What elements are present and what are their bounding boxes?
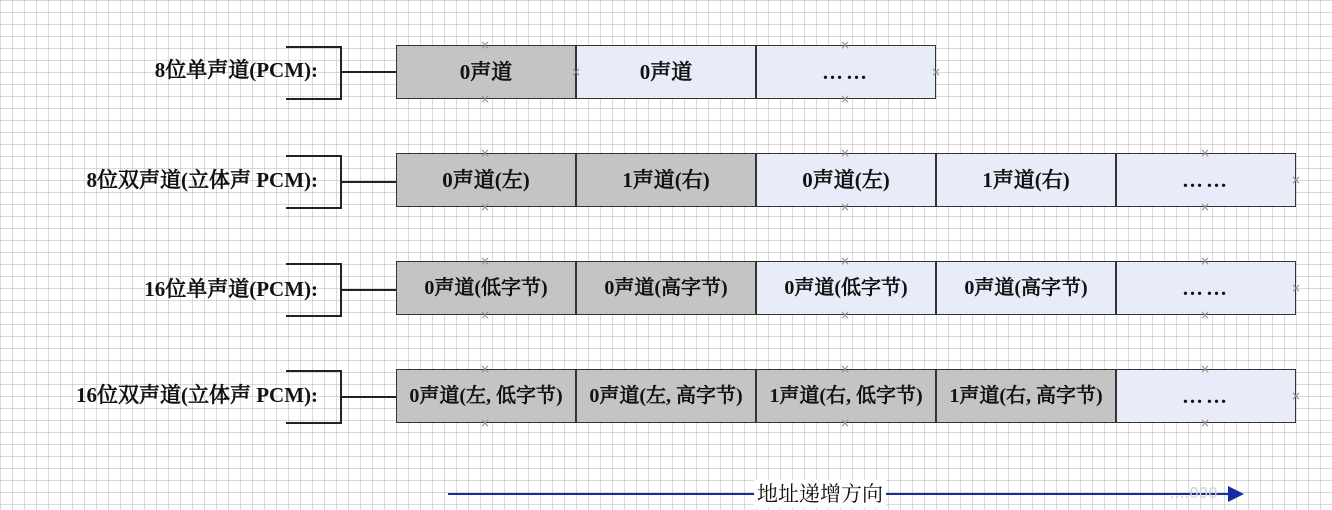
selection-handle: ×	[840, 146, 851, 160]
sample-cell: 0声道	[396, 45, 576, 99]
selection-handle: ×	[480, 308, 491, 322]
row-label-8bit-mono: 8位单声道(PCM):	[154, 58, 318, 82]
sample-cell: 0声道(高字节)	[936, 261, 1116, 315]
ellipsis-cell: ……	[1116, 261, 1296, 315]
selection-handle: ×	[1200, 254, 1211, 268]
sample-cell: 1声道(右)	[936, 153, 1116, 207]
selection-handle: ×	[840, 308, 851, 322]
selection-handle: ×	[480, 416, 491, 430]
sample-cell: 1声道(右, 低字节)	[756, 369, 936, 423]
sample-cell: 0声道(低字节)	[396, 261, 576, 315]
selection-handle: ×	[840, 362, 851, 376]
address-direction-label: 地址递增方向	[754, 480, 886, 508]
selection-handle: ×	[480, 92, 491, 106]
sample-cell: 0声道(左, 高字节)	[576, 369, 756, 423]
selection-handle: ×	[1200, 362, 1211, 376]
selection-handle: ×	[840, 92, 851, 106]
sample-cell: 1声道(右, 高字节)	[936, 369, 1116, 423]
row-bracket	[286, 46, 342, 100]
selection-handle: ×	[1200, 146, 1211, 160]
sample-cell: 0声道(左, 低字节)	[396, 369, 576, 423]
row-label-16bit-stereo: 16位双声道(立体声 PCM):	[75, 383, 318, 407]
sample-cell: 1声道(右)	[576, 153, 756, 207]
row-connector	[342, 396, 396, 398]
sample-cell: 0声道(左)	[756, 153, 936, 207]
selection-handle: ×	[840, 200, 851, 214]
selection-handle: ×	[1291, 281, 1302, 295]
selection-handle: ×	[480, 200, 491, 214]
selection-handle: ×	[1291, 173, 1302, 187]
sample-cell: 0声道(左)	[396, 153, 576, 207]
selection-handle: ×	[1200, 200, 1211, 214]
selection-handle: ×	[480, 362, 491, 376]
ellipsis-cell: ……	[756, 45, 936, 99]
selection-handle: ×	[480, 254, 491, 268]
ellipsis-cell: ……	[1116, 153, 1296, 207]
row-label-8bit-stereo: 8位双声道(立体声 PCM):	[86, 168, 318, 192]
sample-cell: 0声道(低字节)	[756, 261, 936, 315]
selection-handle: ×	[1200, 308, 1211, 322]
row-bracket	[286, 155, 342, 209]
row-connector	[342, 289, 396, 291]
selection-handle: ×	[840, 254, 851, 268]
row-label-16bit-mono: 16位单声道(PCM):	[144, 277, 318, 301]
row-bracket	[286, 370, 342, 424]
selection-handle: ×	[1291, 389, 1302, 403]
row-connector	[342, 71, 396, 73]
selection-handle: ×	[1200, 416, 1211, 430]
sample-cell: 0声道	[576, 45, 756, 99]
selection-handle: ×	[480, 146, 491, 160]
selection-handle: ×	[840, 38, 851, 52]
row-bracket	[286, 263, 342, 317]
selection-handle: ×	[571, 65, 582, 79]
row-connector	[342, 181, 396, 183]
ellipsis-cell: ……	[1116, 369, 1296, 423]
arrow-head-icon	[1228, 486, 1244, 502]
watermark: ....000	[1170, 484, 1218, 502]
selection-handle: ×	[931, 65, 942, 79]
sample-cell: 0声道(高字节)	[576, 261, 756, 315]
selection-handle: ×	[840, 416, 851, 430]
selection-handle: ×	[480, 38, 491, 52]
